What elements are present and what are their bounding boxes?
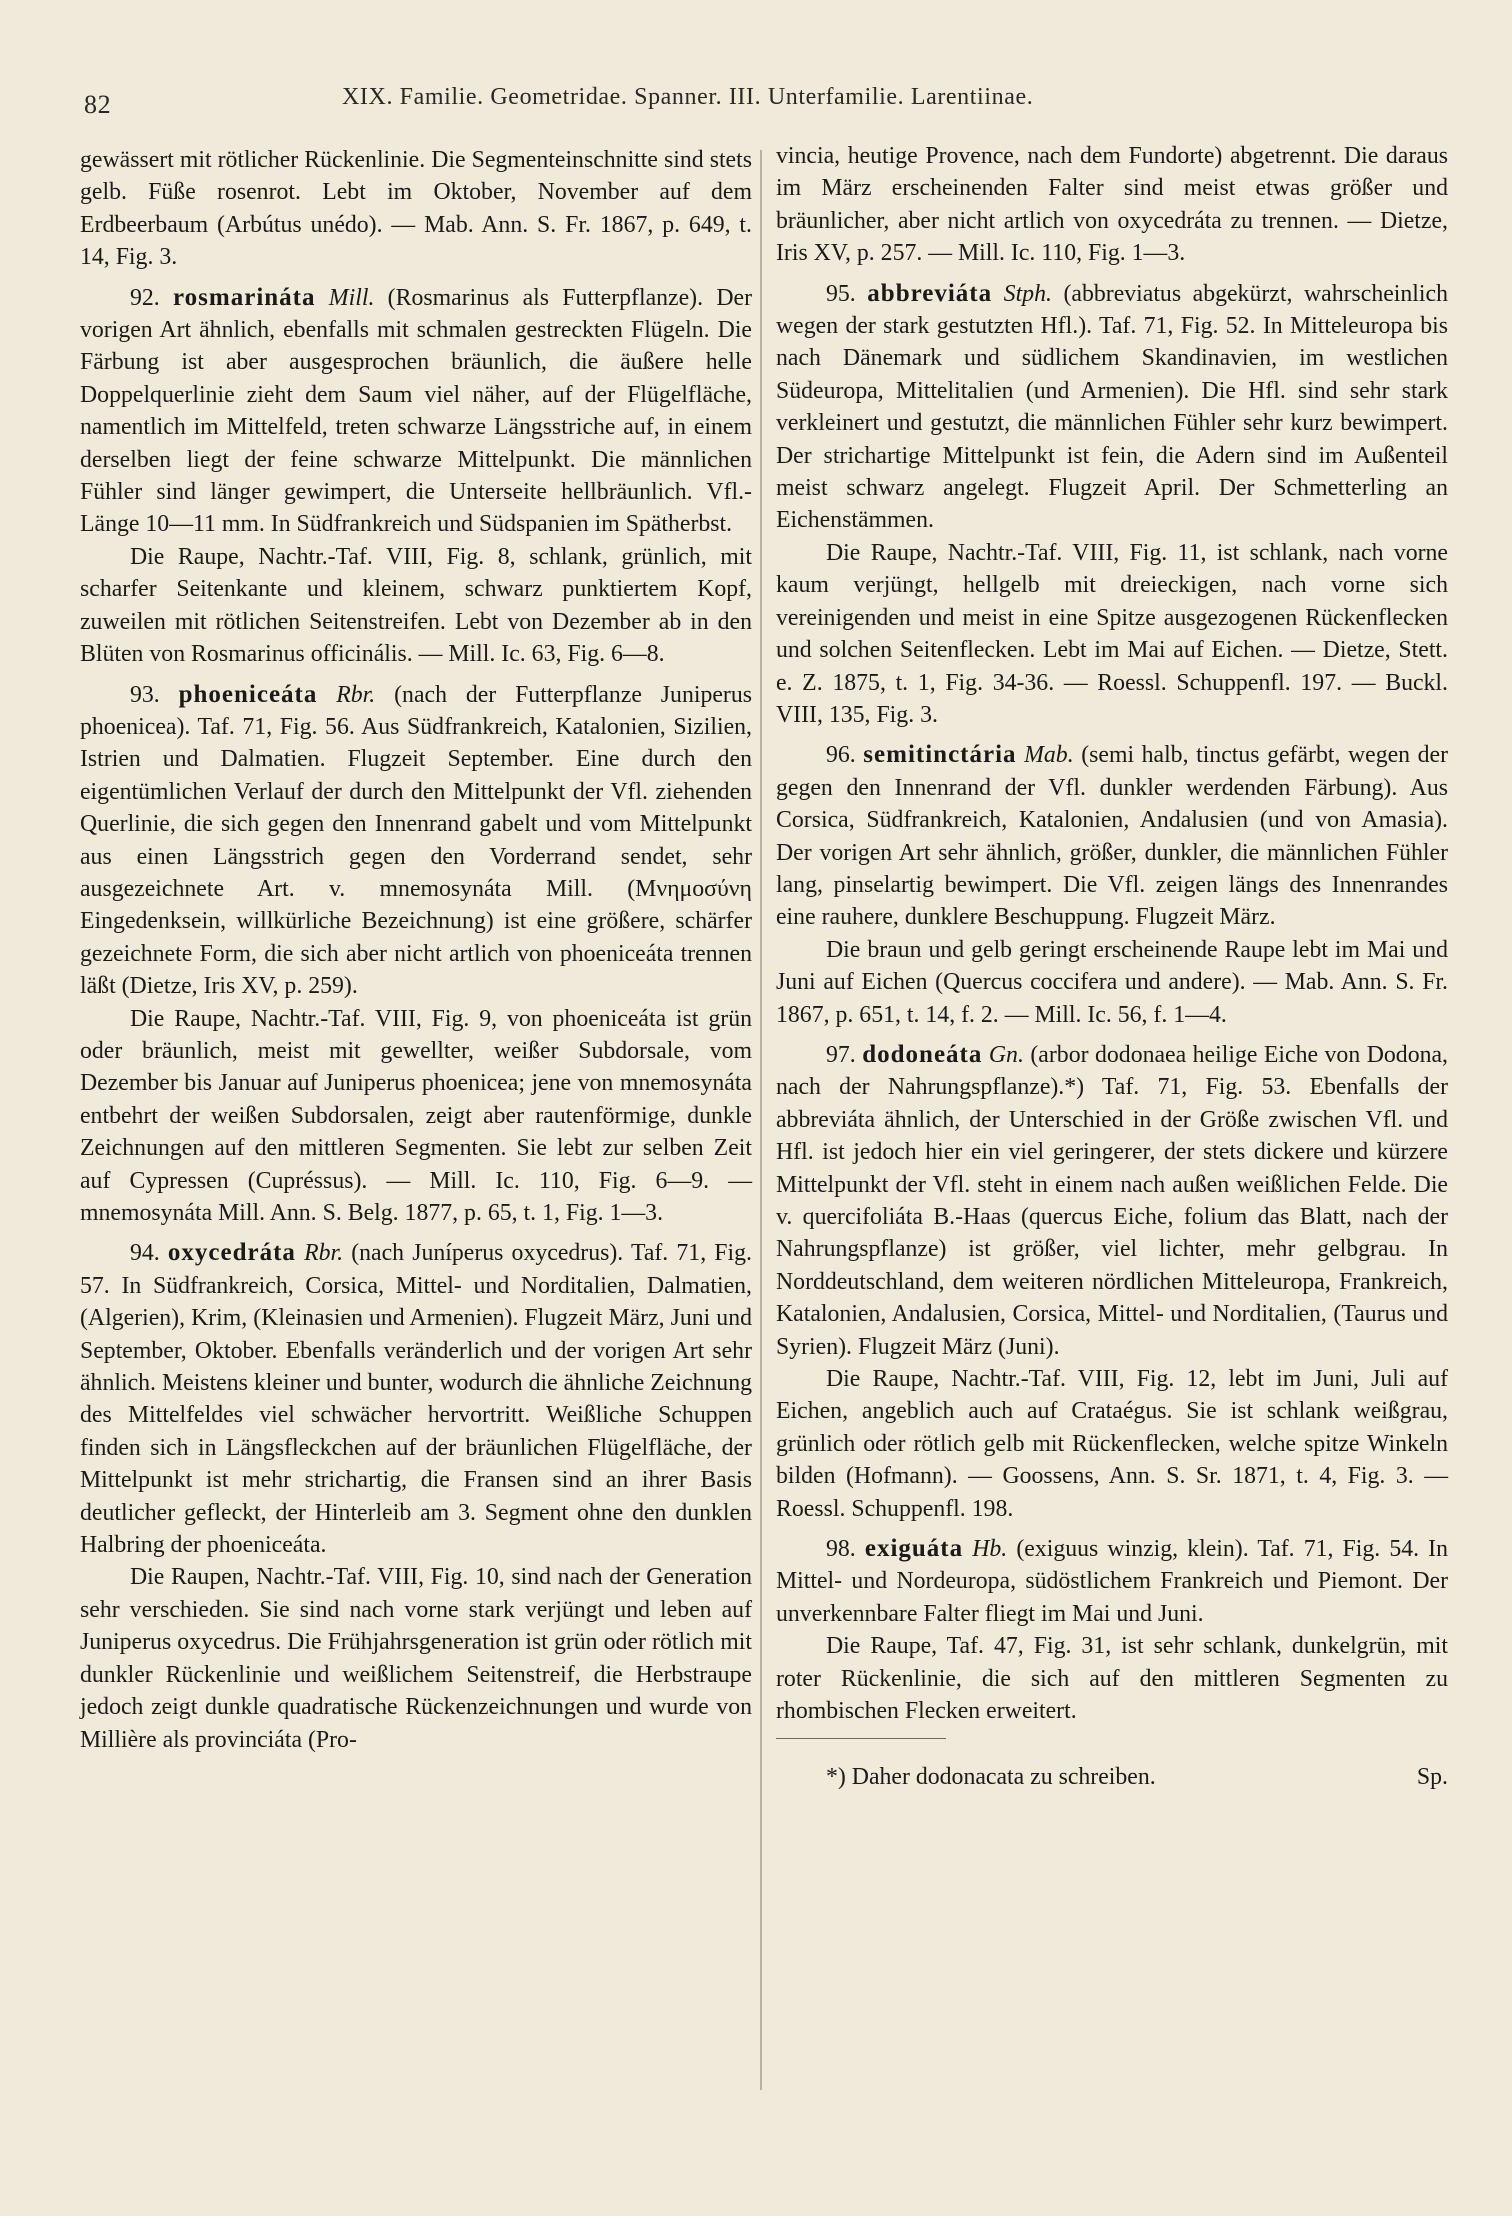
paragraph: Die Raupen, Nachtr.-Taf. VIII, Fig. 10, sind nach der Generation sehr verschieden. Sie sind nach vorne stark verjüngt und leben auf Juniperus oxycedrus. Die Frühjahrsgeneration ist grün oder rötlich mit dunkler Rückenlinie und weißlichem Seitenstreif, die Herbstraupe jedoch zeigt dunkle quadratische Rückenzeichnungen und wurde von Millière als provinciáta (Pro- <box>80 1564 752 1753</box>
species-author: Gn. <box>988 1041 1024 1068</box>
footnote-rule <box>776 1738 946 1739</box>
species-author: Stph. <box>1003 280 1052 307</box>
species-entry: 98. exiguáta Hb. (exiguus winzig, klein). Taf. 71, Fig. 54. In Mittel- und Nordeuropa, südöstlichem Frankreich und Piemont. Der unverkennbare Falter fliegt im Mai und Juni. <box>776 1535 1448 1627</box>
species-author: Hb. <box>972 1536 1008 1563</box>
entry-number: 97. <box>826 1041 856 1068</box>
entry-number: 93. <box>130 681 160 708</box>
paragraph: Die Raupe, Nachtr.-Taf. VIII, Fig. 9, von phoeniceáta ist grün oder bräunlich, meist mit gewellter, weißer Subdorsale, vom Dezember bis Januar auf Juniperus phoenicea; jene von mnemosynáta entbehrt der weißen Subdorsalen, zeigt aber rautenförmige, dunkle Zeichnungen auf den mittleren Segmenten. Sie lebt zur selben Zeit auf Cypressen (Cupréssus). — Mill. Ic. 110, Fig. 6—9. — mnemosynáta Mill. Ann. S. Belg. 1877, p. 65, t. 1, Fig. 1—3. <box>80 1005 752 1226</box>
paragraph: Die braun und gelb geringt erscheinende Raupe lebt im Mai und Juni auf Eichen (Quercus coccifera und andere). — Mab. Ann. S. Fr. 1867, p. 651, t. 14, f. 2. — Mill. Ic. 56, f. 1—4. <box>776 936 1448 1028</box>
species-name: dodoneáta <box>862 1040 983 1068</box>
column-divider <box>760 150 762 2090</box>
entry-number: 96. <box>826 742 856 769</box>
species-name: abbreviáta <box>867 279 993 307</box>
paragraph: Die Raupe, Nachtr.-Taf. VIII, Fig. 11, ist schlank, nach vorne kaum verjüngt, hellgelb mit dreieckigen, nach vorne sich vereinigenden und meist in eine Spitze ausgezogenen Rückenflecken und solchen Seitenflecken. Lebt im Mai auf Eichen. — Dietze, Stett. e. Z. 1875, t. 1, Fig. 34-36. — Roessl. Schuppenfl. 197. — Buckl. VIII, 135, Fig. 3. <box>776 539 1448 728</box>
right-column <box>776 140 1448 1793</box>
footnote <box>776 1761 1448 1793</box>
species-name: oxycedráta <box>167 1239 296 1267</box>
entry-number: 94. <box>130 1240 160 1267</box>
footnote-signature: Sp. <box>1416 1763 1448 1790</box>
paragraph: Die Raupe, Nachtr.-Taf. VIII, Fig. 12, lebt im Juni, Juli auf Eichen, angeblich auch auf Crataégus. Sie ist schlank weißgrau, grünlich oder rötlich gelb mit Rückenflecken, welche spitze Winkeln bilden (Hofmann). — Goossens, Ann. S. Sr. 1871, t. 4, Fig. 3. — Roessl. Schuppenfl. 198. <box>776 1366 1448 1522</box>
species-entry: 97. dodoneáta Gn. (arbor dodonaea heilige Eiche von Dodona, nach der Nahrungspflanze).*) Taf. 71, Fig. 53. Ebenfalls der abbreviáta ähnlich, der Unterschied in der Größe zwischen Vfl. und Hfl. ist jedoch hier ein viel geringerer, der stets dickere und kürzere Mittelpunkt der Vfl. steht in einem nach außen weißlichen Felde. Die v. quercifoliáta B.-Haas (quercus Eiche, folium das Blatt, nach der Nahrungspflanze) ist größer, viel lichter, mehr gelbgrau. In Norddeutschland, dem weiteren nördlichen Mitteleuropa, Frankreich, Katalonien, Andalusien, Corsica, Mittel- und Norditalien, (Taurus und Syrien). Flugzeit März (Juni). <box>776 1040 1449 1360</box>
entry-number: 98. <box>826 1536 856 1563</box>
paragraph: Die Raupe, Nachtr.-Taf. VIII, Fig. 8, schlank, grünlich, mit scharfer Seitenkante und kleinem, schwarz punktiertem Kopf, zuweilen mit rötlichen Seitenstreifen. Lebt von Dezember ab in den Blüten von Rosmarinus officinális. — Mill. Ic. 63, Fig. 6—8. <box>80 543 752 668</box>
left-column <box>80 144 752 1756</box>
species-entry: 95. abbreviáta Stph. (abbreviatus abgekürzt, wahrscheinlich wegen der stark gestutzten Hfl.). Taf. 71, Fig. 52. In Mitteleuropa bis nach Dänemark und südlichem Skandinavien, im westlichen Südeuropa, Mittelitalien (und Armenien). Die Hfl. sind sehr stark verkleinert und gestutzt, die männlichen Fühler sehr kurz bewimpert. Der strichartige Mittelpunkt ist fein, die Adern sind im Außenteil meist schwarz angelegt. Flugzeit April. Der Schmetterling an Eichenstämmen. <box>776 279 1448 534</box>
paragraph: vincia, heutige Provence, nach dem Fundorte) abgetrennt. Die daraus im März erscheinenden Falter sind meist etwas größer und bräunlicher, aber nicht artlich von oxycedráta zu trennen. — Dietze, Iris XV, p. 257. — Mill. Ic. 110, Fig. 1—3. <box>776 143 1448 267</box>
species-name: rosmarináta <box>173 283 316 311</box>
species-entry: 94. oxycedráta Rbr. (nach Juníperus oxycedrus). Taf. 71, Fig. 57. In Südfrankreich, Corsica, Mittel- und Norditalien, Dalmatien, (Algerien), Krim, (Kleinasien und Armenien). Flugzeit März, Juni und September, Oktober. Ebenfalls veränderlich und der vorigen Art sehr ähnlich. Meistens kleiner und bunter, wodurch die ähnliche Zeichnung des Mittelfeldes viel schwächer hervortritt. Weißliche Schuppen finden sich in Längsfleckchen auf der bräunlichen Flügelfläche, der Mittelpunkt ist mehr strichartig, die Fransen sind an ihrer Basis deutlicher gefleckt, der Hinterleib am 3. Segment ohne den dunklen Halbring der phoeniceáta. <box>80 1239 752 1559</box>
species-author: Mill. <box>328 284 375 311</box>
running-header <box>84 84 1460 124</box>
species-entry: 93. phoeniceáta Rbr. (nach der Futterpflanze Juniperus phoenicea). Taf. 71, Fig. 56. Aus Südfrankreich, Katalonien, Sizilien, Istrien und Dalmatien. Flugzeit September. Eine durch den eigentümlichen Verlauf der durch den Mittelpunkt der Vfl. ziehenden Querlinie, die sich gegen den Innenrand gabelt und vom Mittelpunkt aus einen Längsstrich gegen den Vorderrand sendet, sehr ausgezeichnete Art. v. mnemosynáta Mill. (Μνημοσύνη Eingedenksein, willkürliche Bezeichnung) ist eine größere, schärfer gezeichnete Form, die sich aber nicht artlich von phoeniceáta trennen läßt (Dietze, Iris XV, p. 259). <box>80 680 752 1000</box>
species-name: exiguáta <box>864 1535 964 1563</box>
species-author: Rbr. <box>336 681 376 708</box>
species-entry: 92. rosmarináta Mill. (Rosmarinus als Futterpflanze). Der vorigen Art ähnlich, ebenfalls mit schmalen gestreckten Flügeln. Die Färbung ist aber ausgesprochen bräunlich, die äußere helle Doppelquerlinie zieht dem Saum viel näher, auf der Flügelfläche, namentlich im Mittelfeld, treten schwarze Längsstriche auf, in einem derselben liegt der feine schwarze Mittelpunkt. Die männlichen Fühler sind länger gewimpert, die Unterseite hellbräunlich. Vfl.-Länge 10—11 mm. In Südfrankreich und Südspanien im Spätherbst. <box>80 283 752 538</box>
species-name: phoeniceáta <box>178 680 318 708</box>
species-entry: 96. semitinctária Mab. (semi halb, tinctus gefärbt, wegen der gegen den Innenrand der Vfl. dunkler werdenden Färbung). Aus Corsica, Südfrankreich, Katalonien, Andalusien (und von Amasia). Der vorigen Art sehr ähnlich, größer, dunkler, die männlichen Fühler lang, pinselartig bewimpert. Die Vfl. zeigen längs des Innenrandes eine rauhere, dunklere Beschuppung. Flugzeit März. <box>776 741 1448 931</box>
species-author: Mab. <box>1024 742 1074 769</box>
entry-number: 92. <box>130 284 160 311</box>
footnote-text: *) Daher dodonacata zu schreiben. <box>826 1763 1156 1790</box>
page-number: 82 <box>84 90 112 119</box>
entry-number: 95. <box>826 280 856 307</box>
species-name: semitinctária <box>863 741 1017 769</box>
species-author: Rbr. <box>304 1240 344 1267</box>
paragraph: gewässert mit rötlicher Rückenlinie. Die Segmenteinschnitte sind stets gelb. Füße rosenrot. Lebt im Oktober, November auf dem Erdbeerbaum (Arbútus unédo). — Mab. Ann. S. Fr. 1867, p. 649, t. 14, Fig. 3. <box>80 147 752 271</box>
header-title: XIX. Familie. Geometridae. Spanner. III. Unterfamilie. Larentiinae. <box>342 84 1034 110</box>
paragraph: Die Raupe, Taf. 47, Fig. 31, ist sehr schlank, dunkelgrün, mit roter Rückenlinie, die sich auf den mittleren Segmenten zu rhombischen Flecken erweitert. <box>776 1633 1448 1725</box>
